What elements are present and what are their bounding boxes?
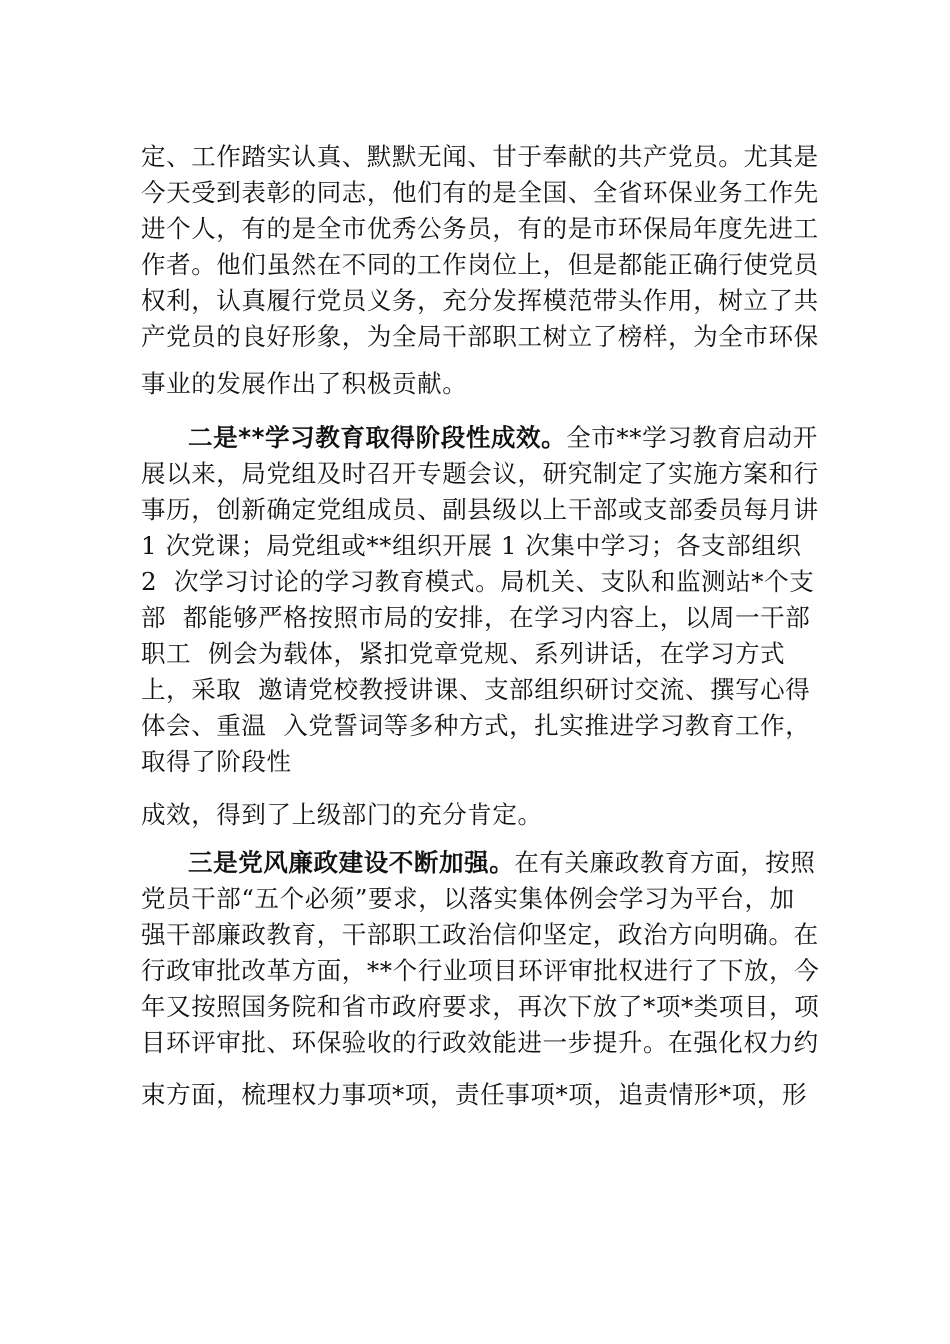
paragraph-first-line — [188, 420, 824, 456]
paragraph-first-line — [188, 845, 824, 881]
body-text-line: 事历，创新确定党组成员、副县级以上干部或支部委员每月讲 — [141, 495, 819, 524]
body-text-line: 展以来，局党组及时召开专题会议，研究制定了实施方案和行 — [141, 459, 819, 488]
paragraph-first-line-text: 在有关廉政教育方面，按照 — [514, 848, 816, 877]
body-text-line: 权利，认真履行党员义务，充分发挥模范带头作用，树立了共 — [141, 286, 819, 315]
paragraph-lead-heading: 二是**学习教育取得阶段性成效。 — [188, 423, 567, 452]
body-text-line: 体会、重温 入党誓词等多种方式，扎实推进学习教育工作， — [141, 711, 811, 740]
body-text-line: 作者。他们虽然在不同的工作岗位上，但是都能正确行使党员 — [141, 250, 819, 279]
body-text-line: 成效，得到了上级部门的充分肯定。 — [141, 800, 543, 829]
body-text-line: 强干部廉政教育，干部职工政治信仰坚定，政治方向明确。在 — [141, 920, 819, 949]
body-text-line: 取得了阶段性 — [141, 747, 292, 776]
body-text-line: 今天受到表彰的同志，他们有的是全国、全省环保业务工作先 — [141, 178, 819, 207]
body-text-line: 行政审批改革方面，**个行业项目环评审批权进行了下放，今 — [141, 956, 820, 985]
body-text-line: 职工 例会为载体，紧扣党章党规、系列讲话，在学习方式 — [141, 639, 786, 668]
body-text-line: 2 次学习讨论的学习教育模式。局机关、支队和监测站*个支 — [141, 567, 815, 596]
body-text-line: 束方面，梳理权力事项*项，责任事项*项，追责情形*项，形 — [141, 1080, 808, 1109]
body-text-line: 1 次党课；局党组或**组织开展 1 次集中学习；各支部组织 — [141, 531, 802, 560]
body-text-line: 部 都能够严格按照市局的安排，在学习内容上，以周一干部 — [141, 603, 811, 632]
body-text-line: 党员干部“五个必须”要求，以落实集体例会学习为平台，加 — [141, 884, 795, 913]
body-text-line: 上，采取 邀请党校教授讲课、支部组织研讨交流、撰写心得 — [141, 675, 811, 704]
paragraph-first-line-text: 全市**学习教育启动开 — [566, 423, 818, 452]
body-text-line: 目环评审批、环保验收的行政效能进一步提升。在强化权力约 — [141, 1028, 819, 1057]
body-text-line: 年又按照国务院和省市政府要求，再次下放了*项*类项目，项 — [141, 992, 820, 1021]
paragraph-lead-heading: 三是党风廉政建设不断加强。 — [188, 848, 515, 877]
body-text-line: 进个人，有的是全市优秀公务员，有的是市环保局年度先进工 — [141, 214, 819, 243]
body-text-line: 产党员的良好形象，为全局干部职工树立了榜样，为全市环保 — [141, 322, 819, 351]
body-text-line: 定、工作踏实认真、默默无闻、甘于奉献的共产党员。尤其是 — [141, 142, 819, 171]
body-text-line: 事业的发展作出了积极贡献。 — [141, 369, 468, 398]
